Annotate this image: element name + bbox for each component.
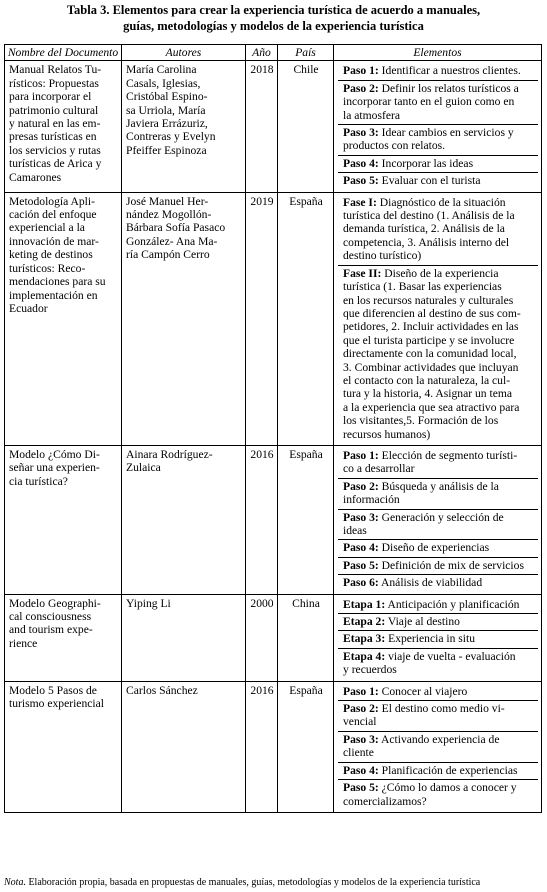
document-name-line: para incorporar el <box>9 90 92 104</box>
step-text: Diagnóstico de la situación <box>379 195 506 209</box>
step-line <box>343 126 535 139</box>
authors-line: Cristóbal Espino- <box>126 90 208 104</box>
step-text: incorporar tanto en el guion como en <box>343 95 515 109</box>
step-text: información <box>343 493 400 507</box>
authors-cell <box>122 445 246 594</box>
step-line <box>343 374 535 387</box>
step-label: Etapa 1: <box>343 597 386 611</box>
authors-cell <box>122 192 246 445</box>
step-label: Fase II: <box>343 266 382 280</box>
authors-line: Casals, Iglesias, <box>126 76 201 90</box>
step-line <box>343 428 535 441</box>
document-name-line: cal consciousness <box>9 610 92 624</box>
document-name-line: Ecuador <box>9 301 48 315</box>
authors-line: González- Ana Ma- <box>126 234 218 248</box>
elements-table <box>4 44 542 813</box>
step-label: Paso 4: <box>343 541 379 555</box>
step-label: Etapa 2: <box>343 615 386 629</box>
step-text: a la experiencia que sea atractivo para <box>343 400 520 414</box>
element-step <box>338 575 538 591</box>
step-line <box>343 650 535 663</box>
authors-line: Yiping Li <box>126 596 171 610</box>
document-name-line: turísticas de Arica y <box>9 157 102 171</box>
authors-line: Bárbara Sofía Pasaco <box>126 221 226 235</box>
step-text: Planificación de experiencias <box>381 763 518 777</box>
step-text: El destino como medio vi- <box>381 702 505 716</box>
step-line <box>343 524 535 537</box>
step-text: el contacto con la naturaleza, la cul- <box>343 373 511 387</box>
step-text: que el turista participe y se involucre <box>343 333 515 347</box>
element-step <box>338 558 538 575</box>
authors-line: Carlos Sánchez <box>126 683 198 697</box>
step-label: Paso 2: <box>343 479 379 493</box>
step-line <box>343 82 535 95</box>
authors-line: Contreras y Evelyn <box>126 130 216 144</box>
step-line <box>343 196 535 209</box>
note-text: Elaboración propia, basada en propuestas de manuales, guías, metodologías y modelos de la experiencia turística <box>25 877 481 888</box>
country-cell: China <box>278 594 334 681</box>
authors-line: Ainara Rodríguez- <box>126 447 213 461</box>
authors-cell <box>122 594 246 681</box>
document-name-line: rísticos: Propuestas <box>9 76 99 90</box>
document-name-line: innovación de mar- <box>9 234 99 248</box>
step-line <box>343 361 535 374</box>
authors-line: sa Urriola, María <box>126 103 206 117</box>
element-step <box>338 479 538 510</box>
step-line <box>343 781 535 794</box>
step-text: y recuerdos <box>343 663 397 677</box>
element-step <box>338 780 538 810</box>
step-text: tura y la historia, 4. Asignar un tema <box>343 387 513 401</box>
step-line <box>343 320 535 333</box>
step-line <box>343 663 535 676</box>
year-cell: 2019 <box>246 192 278 445</box>
step-line <box>343 267 535 280</box>
step-line <box>343 615 535 628</box>
document-name-line: keting de destinos <box>9 248 93 262</box>
header-document-name: Nombre del Documento <box>5 45 122 61</box>
elements-cell <box>334 594 542 681</box>
step-line <box>343 109 535 122</box>
step-text: en los recursos naturales y culturales <box>343 293 514 307</box>
step-line <box>343 157 535 170</box>
element-step <box>338 701 538 732</box>
table-row <box>5 61 542 192</box>
year-cell: 2000 <box>246 594 278 681</box>
step-text: Definición de mix de servicios <box>381 558 524 572</box>
element-step <box>338 266 538 443</box>
step-text: comercializamos? <box>343 794 427 808</box>
element-step <box>338 763 538 780</box>
document-name-line: Camarones <box>9 170 62 184</box>
authors-line: Zulaica <box>126 461 161 475</box>
authors-cell <box>122 681 246 812</box>
table-row <box>5 192 542 445</box>
header-country: País <box>278 45 334 61</box>
step-text: Diseño de experiencias <box>381 541 490 555</box>
step-label: Paso 4: <box>343 763 379 777</box>
document-name-line: turismo experiencial <box>9 697 104 711</box>
document-name-cell <box>5 192 122 445</box>
step-text: Generación y selección de <box>381 510 504 524</box>
element-step <box>338 63 538 80</box>
step-line <box>343 209 535 222</box>
step-text: que diferencien al destino de sus com- <box>343 306 521 320</box>
step-text: directamente con la comunidad local, <box>343 347 517 361</box>
table-caption <box>0 2 547 34</box>
step-line <box>343 685 535 698</box>
step-text: Identificar a nuestros clientes. <box>381 64 521 78</box>
element-step <box>338 732 538 763</box>
step-text: viaje de vuelta - evaluación <box>388 649 516 663</box>
step-text: Activando experiencia de <box>381 732 500 746</box>
step-line <box>343 249 535 262</box>
elements-cell <box>334 681 542 812</box>
authors-line: José Manuel Her- <box>126 194 209 208</box>
step-line <box>343 174 535 187</box>
header-authors: Autores <box>122 45 246 61</box>
step-label: Paso 3: <box>343 126 379 140</box>
document-name-cell <box>5 445 122 594</box>
document-name-line: patrimonio cultural <box>9 103 99 117</box>
document-name-line: mendaciones para su <box>9 275 106 289</box>
document-name-line: y natural en las em- <box>9 117 101 131</box>
step-text: recursos humanos) <box>343 427 431 441</box>
header-elements: Elementos <box>334 45 542 61</box>
step-text: los visitantes,5. Formación de los <box>343 414 499 428</box>
element-step <box>338 649 538 679</box>
document-name-cell <box>5 681 122 812</box>
step-line <box>343 64 535 77</box>
step-line <box>343 347 535 360</box>
step-label: Paso 1: <box>343 448 379 462</box>
step-text: turística del destino (1. Análisis de la <box>343 209 515 223</box>
document-name-line: implementación en <box>9 288 98 302</box>
step-text: cliente <box>343 746 374 760</box>
country-cell: España <box>278 681 334 812</box>
step-label: Paso 1: <box>343 64 379 78</box>
step-line <box>343 795 535 808</box>
step-label: Paso 5: <box>343 174 379 188</box>
document-name-line: Modelo ¿Cómo Di- <box>9 447 100 461</box>
element-step <box>338 125 538 156</box>
step-text: productos con relatos. <box>343 139 446 153</box>
year-cell: 2016 <box>246 681 278 812</box>
document-name-line: cia turística? <box>9 474 68 488</box>
step-label: Paso 2: <box>343 81 379 95</box>
step-line <box>343 733 535 746</box>
step-text: Diseño de la experiencia <box>384 266 499 280</box>
step-label: Fase I: <box>343 195 377 209</box>
country-cell: España <box>278 445 334 594</box>
step-text: Búsqueda y análisis de la <box>381 479 499 493</box>
step-label: Paso 6: <box>343 576 379 590</box>
step-text: Experiencia in situ <box>388 632 476 646</box>
step-text: Incorporar las ideas <box>381 156 474 170</box>
element-step <box>338 510 538 541</box>
country-cell: España <box>278 192 334 445</box>
note-label: Nota. <box>4 877 26 888</box>
step-line <box>343 632 535 645</box>
step-text: ¿Cómo lo damos a conocer y <box>381 781 517 795</box>
step-line <box>343 139 535 152</box>
step-label: Paso 3: <box>343 732 379 746</box>
step-label: Etapa 4: <box>343 649 386 663</box>
step-text: vencial <box>343 715 377 729</box>
table-header-row <box>5 45 542 61</box>
step-text: destino turístico) <box>343 249 422 263</box>
step-text: competencia, 3. Análisis interno del <box>343 235 510 249</box>
table-row <box>5 445 542 594</box>
elements-cell <box>334 61 542 192</box>
authors-line: Javiera Errázuriz, <box>126 117 208 131</box>
step-line <box>343 764 535 777</box>
document-name-line: experiencial a la <box>9 221 85 235</box>
header-year: Año <box>246 45 278 61</box>
step-line <box>343 236 535 249</box>
step-text: 3. Combinar actividades que incluyan <box>343 360 519 374</box>
step-line <box>343 576 535 589</box>
caption-line-1: Tabla 3. Elementos para crear la experiencia turística de acuerdo a manuales, <box>66 3 481 17</box>
step-label: Etapa 3: <box>343 632 386 646</box>
step-line <box>343 294 535 307</box>
step-line <box>343 222 535 235</box>
step-label: Paso 4: <box>343 156 379 170</box>
step-line <box>343 307 535 320</box>
element-step <box>338 597 538 614</box>
step-line <box>343 280 535 293</box>
step-text: turística (1. Basar las experiencias <box>343 280 502 294</box>
authors-line: María Carolina <box>126 63 197 77</box>
step-line <box>343 702 535 715</box>
element-step <box>338 195 538 266</box>
element-step <box>338 540 538 557</box>
document-name-line: and tourism expe- <box>9 623 93 637</box>
element-step <box>338 81 538 125</box>
document-name-line: cación del enfoque <box>9 208 97 222</box>
step-text: Viaje al destino <box>387 615 460 629</box>
step-line <box>343 334 535 347</box>
step-label: Paso 1: <box>343 684 379 698</box>
document-name-cell <box>5 594 122 681</box>
country-cell: Chile <box>278 61 334 192</box>
step-label: Paso 2: <box>343 702 379 716</box>
step-line <box>343 462 535 475</box>
document-name-cell <box>5 61 122 192</box>
step-text: Evaluar con el turista <box>381 174 481 188</box>
element-step <box>338 448 538 479</box>
step-label: Paso 5: <box>343 781 379 795</box>
step-line <box>343 598 535 611</box>
element-step <box>338 156 538 173</box>
authors-line: nández Mogollón- <box>126 208 212 222</box>
step-line <box>343 541 535 554</box>
step-line <box>343 387 535 400</box>
table-row <box>5 681 542 812</box>
step-line <box>343 559 535 572</box>
step-line <box>343 95 535 108</box>
step-text: la atmosfera <box>343 108 400 122</box>
step-text: Definir los relatos turísticos a <box>381 81 519 95</box>
document-name-line: Metodología Apli- <box>9 194 95 208</box>
document-name-line: turísticos: Reco- <box>9 261 86 275</box>
elements-cell <box>334 192 542 445</box>
step-text: co a desarrollar <box>343 462 415 476</box>
document-name-line: Modelo Geographi- <box>9 596 101 610</box>
step-line <box>343 449 535 462</box>
step-text: Conocer al viajero <box>381 684 468 698</box>
step-line <box>343 511 535 524</box>
step-line <box>343 480 535 493</box>
step-text: Análisis de viabilidad <box>381 576 483 590</box>
document-name-line: presas turísticas en <box>9 130 97 144</box>
elements-cell <box>334 445 542 594</box>
authors-line: Pfeiffer Espinoza <box>126 143 207 157</box>
table-row <box>5 594 542 681</box>
year-cell: 2018 <box>246 61 278 192</box>
document-name-line: Modelo 5 Pasos de <box>9 683 97 697</box>
element-step <box>338 173 538 189</box>
step-text: ideas <box>343 524 367 537</box>
authors-cell <box>122 61 246 192</box>
caption-line-2: guías, metodologías y modelos de la experiencia turística <box>123 19 424 33</box>
year-cell: 2016 <box>246 445 278 594</box>
element-step <box>338 684 538 701</box>
step-line <box>343 715 535 728</box>
step-text: petidores, 2. Incluir actividades en las <box>343 320 519 334</box>
step-text: Elección de segmento turísti- <box>381 448 518 462</box>
document-name-line: rience <box>9 636 38 650</box>
element-step <box>338 614 538 631</box>
step-text: Anticipación y planificación <box>387 597 520 611</box>
document-name-line: los servicios y rutas <box>9 143 101 157</box>
step-label: Paso 5: <box>343 558 379 572</box>
step-line <box>343 401 535 414</box>
table-body <box>5 61 542 813</box>
authors-line: ría Campón Cerro <box>126 248 210 262</box>
document-name-line: señar una experien- <box>9 461 100 475</box>
step-line <box>343 746 535 759</box>
step-line <box>343 493 535 506</box>
document-name-line: Manual Relatos Tu- <box>9 63 102 77</box>
step-text: Idear cambios en servicios y <box>381 126 514 140</box>
step-label: Paso 3: <box>343 510 379 524</box>
element-step <box>338 631 538 648</box>
step-line <box>343 414 535 427</box>
step-text: demanda turística, 2. Análisis de la <box>343 222 505 236</box>
table-note <box>4 877 480 889</box>
